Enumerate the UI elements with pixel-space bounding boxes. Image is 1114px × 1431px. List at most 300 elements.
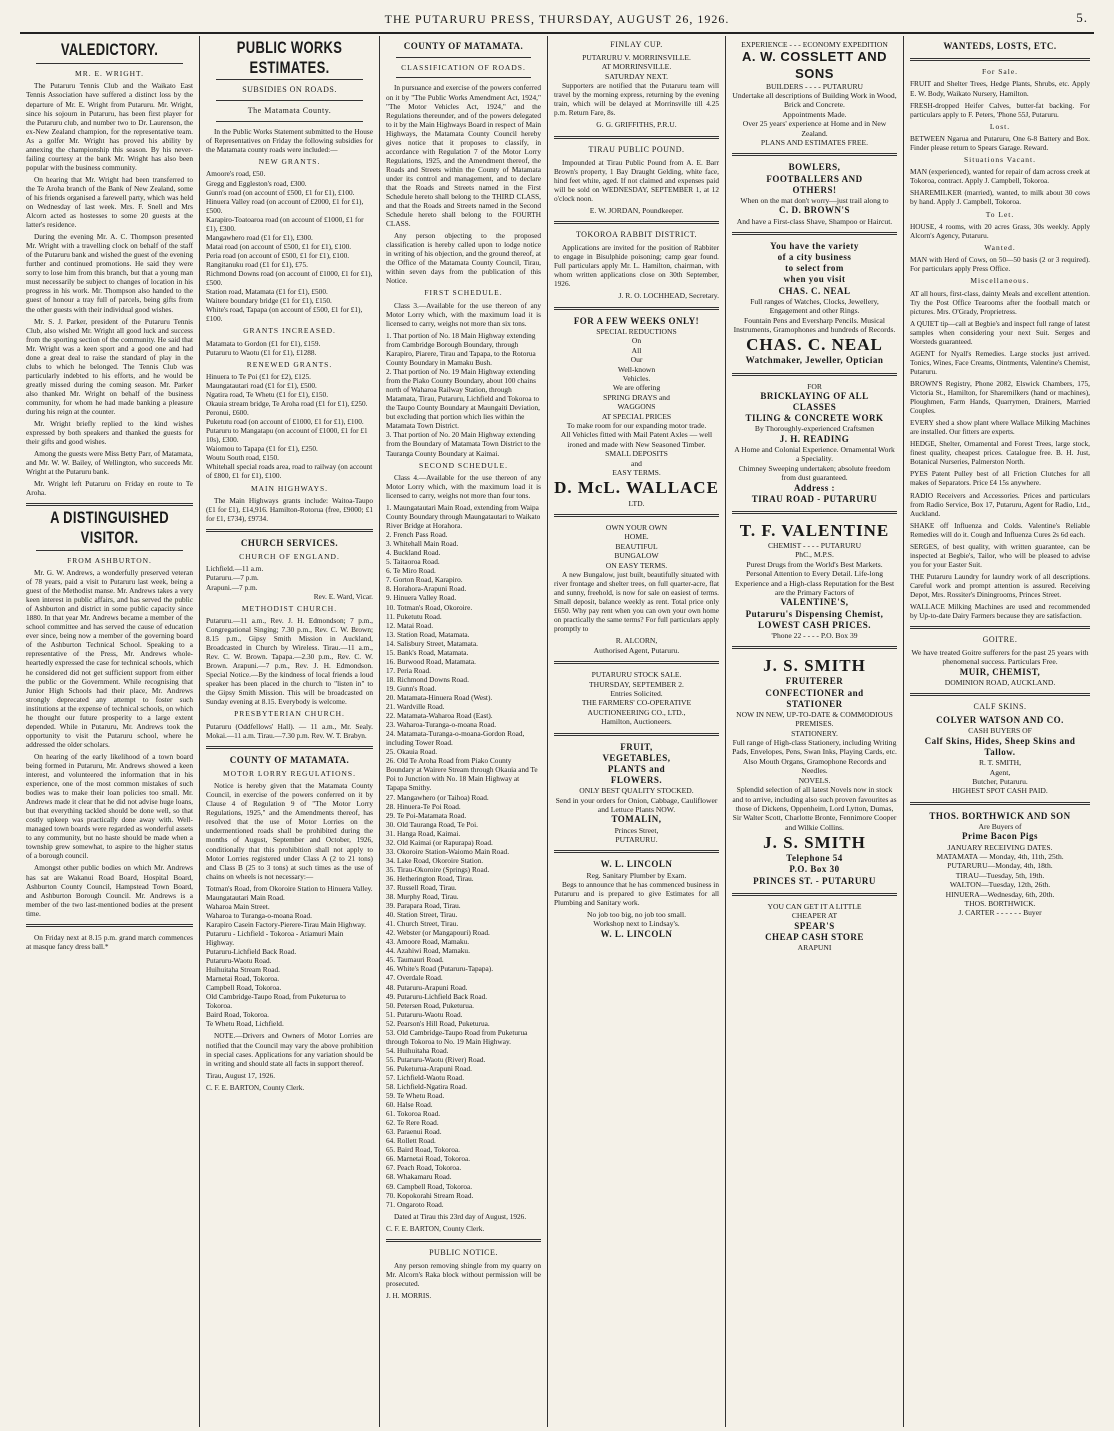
classification-heading: COUNTY OF MATAMATA.: [403, 41, 524, 51]
pound-ad: [554, 145, 719, 216]
second-schedule-list: [386, 503, 541, 1209]
ad-line: Purest Drugs from the World's Best Markets.: [746, 559, 883, 569]
divider: [732, 232, 897, 235]
road-item: Putaruru-Lichfield Back Road.: [206, 947, 297, 957]
ad-line: Workshop next to Lindsay's.: [593, 919, 680, 929]
notice-signature: C. F. E. BARTON, County Clerk.: [206, 1082, 305, 1092]
article-paragraph: Amongst other public bodies on which Mr. Andrews has sat are Wakanui Road Board, Hospital Board, Ashburton County Council, Hampstead Town Board, and Ashburton Borough Council. Mr. Andrews is a member of the two last-mentioned bodies at the present time.: [26, 863, 193, 918]
smith-name: J. S. SMITH: [763, 656, 866, 676]
ad-line: BEAUTIFUL: [615, 541, 658, 551]
divider: [910, 802, 1090, 805]
road-item: 27. Mangawhero (or Taihoa) Road.: [386, 792, 489, 802]
grant-item: Okauia stream bridge, Te Aroha road (£1 for £1), £250.: [206, 399, 368, 409]
road-item: 35. Tirau-Okoroire (Springs) Road.: [386, 864, 490, 874]
ad-line: FOR A FEW WEEKS ONLY!: [573, 315, 700, 326]
road-item: 69. Campbell Road, Tokoroa.: [386, 1181, 473, 1191]
road-item: Waharoa Main Street.: [206, 901, 270, 911]
spear-ad: [732, 902, 897, 953]
ad-line: BRICKLAYING OF ALL: [760, 390, 869, 401]
visitor-subheading: FROM ASHBURTON.: [67, 555, 152, 565]
visitor-heading: A DISTINGUISHED VISITOR.: [50, 508, 169, 548]
article-paragraph: On Friday next at 8.15 p.m. grand march commences at masque fancy dress ball.*: [26, 932, 193, 951]
neal-ad: [732, 241, 897, 367]
ad-line: All Vehicles fitted with Mail Patent Axles — well ironed and made with New Seasoned Timber.: [560, 430, 713, 449]
ad-line: PUTARURU.: [615, 834, 658, 844]
article-paragraph: Mr. G. W. Andrews, a wonderfully preserved veteran of 78 years, paid a visit to Putaruru last week, being a guest of the Methodist manse. Mr. Andrews takes a very keen interest in public affairs, and has served the public of Ashburton and district in some public capacity since 1880. In that year Mr. Andrews became a member of the school committee and has served the cause of education ever since, being now a member of the governing board of the Ashburton Technical School. Speaking to a representative of the Press, Mr. Andrews whole-heartedly expressed the case for technical schools, which he considered did not get sufficient support from either the public or the Government. While recognising that Junior High Schools had their place, Mr. Andrews strongly deprecated any attempt to foster such institutions at the expense of technical schools, on which he thought our future prosperity to a large extent depended. While in Putaruru, Mr. Andrews took the opportunity to visit the Putaruru school, where he addressed the older scholars.: [26, 567, 193, 749]
section-heading: Lost.: [989, 121, 1011, 131]
road-item: 19. Gunn's Road.: [386, 683, 437, 693]
ad-line: VEGETABLES,: [602, 752, 671, 763]
estimates-subheading: SUBSIDIES ON ROADS.: [242, 85, 337, 95]
ad-line: NOVELS.: [798, 775, 831, 785]
classified-item: RADIO Receivers and Accessories. Prices and particulars from Radio Service, Box 17, Putaruru, Agent for Radio, Ltd., Auckland.: [910, 490, 1090, 518]
ad-signature: J. R. O. LOCHHEAD, Secretary.: [618, 291, 719, 301]
classifieds-heading: WANTEDS, LOSTS, ETC.: [943, 41, 1057, 51]
ad-text: A new Bungalow, just built, beautifully situated with river frontage and shelter trees, on full quarter-acre, flat and sunny, freehold, is now for sale on easiest of terms. Small deposit, balance weekly as rent. Total price only £650. Why pay rent when you can own your own home on practically the same terms? For full particulars apply promptly to: [554, 569, 719, 634]
road-item: Baird Road, Tokoroa.: [206, 1010, 269, 1020]
road-item: 47. Overdale Road.: [386, 973, 443, 983]
ad-line: TIRAU—Tuesday, 5th, 19th.: [955, 870, 1045, 880]
article-paragraph: On hearing of the early likelihood of a town board being formed in Putaruru, Mr. Andrews showed a keen interest, and volunteered the information that in his experience, one of the most common mistakes of such bodies was to make their loan policies too small. Mr. Andrews made it clear that he did not advise huge loans, but that everything tackled should be done well, so that costly upkeep was practically done away with. Well-managed town boards were regarded as wonderful assets to any community, but no haste should be made when a township grew somewhat, to aspire to the higher status of a borough council.: [26, 751, 193, 861]
section-heading: SECOND SCHEDULE.: [419, 460, 508, 470]
article-paragraph: Putaruru.—11 a.m., Rev. J. H. Edmondson; 7 p.m., Congregational Singing; 7.30 p.m., Rev. C. W. Brown; 8.15 p.m., Gipsy Smith Mission in Auckland, Broadcasted in Church by Wireless. Tirau.—11 a.m., Rev. C. W. Brown. Tapapa.—2.30 p.m., Rev. C. W. Brown. Arapuni.—7 p.m., Rev. J. H. Edmondson. Special Notice.—By the kindness of local friends a loud speaker has been placed in the church to "listen in" to the Gipsy Smith Mission. This will be broadcasted on Sunday evening at 8.15. Everybody is welcome.: [206, 615, 373, 707]
road-item: 29. Te Poi-Matamata Road.: [386, 810, 467, 820]
road-item: 39. Parapara Road, Tirau.: [386, 901, 461, 911]
section-heading: NEW GRANTS.: [258, 157, 321, 167]
classified-item: BROWN'S Registry, Phone 2082, Elswick Chambers, 175, Victoria St., Hamilton, for Sharemilkers (hand or machines), Ploughmen, Farm Hands, Quarrymen, Drainers, Married Couples.: [910, 379, 1090, 416]
ad-line: SPECIAL REDUCTIONS: [596, 326, 677, 336]
ad-line: TIRAU ROAD - PUTARURU: [751, 493, 878, 504]
grant-item: Matai road (on account of £500, £1 for £1), £100.: [206, 241, 352, 251]
road-item: Putaruru - Lichfield - Tokoroa - Atiamuri Main Highway.: [206, 928, 344, 947]
road-item: Te Whetu Road, Lichfield.: [206, 1019, 284, 1029]
divider: [910, 626, 1090, 629]
classified-item: BETWEEN Ngarua and Putaruru, One 6-8 Battery and Box. Finder please return to Spears Garage. Reward.: [910, 133, 1090, 152]
grant-item: Ngatira road, Te Whetu (£1 for £1), £150.: [206, 390, 329, 400]
estimates-county: The Matamata County.: [247, 106, 332, 116]
grant-item: Gunn's road (on account of £500, £1 for £1), £100.: [206, 187, 355, 197]
road-item: 65. Baird Road, Tokoroa.: [386, 1145, 460, 1155]
road-item: 70. Kopokorahi Stream Road.: [386, 1190, 474, 1200]
column-5: [726, 36, 904, 1427]
ad-line: EXPERIENCE - - - ECONOMY EXPEDITION: [741, 40, 888, 49]
masthead-title: THE PUTARURU PRESS, THURSDAY, AUGUST 26, 1926.: [384, 12, 730, 26]
ad-signature: E. W. JORDAN, Poundkeeper.: [589, 205, 684, 215]
road-item: 30. Old Tauranga Road, Te Poi.: [386, 819, 478, 829]
article-paragraph: Any person objecting to the proposed classification is hereby called upon to lodge notice in writing of his objection, and the ground thereof, at the Office of the Matamata County Council, Tirau, within seven days from the publication of this Notice.: [386, 231, 541, 286]
ad-line: FOOTBALLERS AND: [766, 173, 863, 184]
grant-item: Maungatautari road (£1 for £1), £500.: [206, 381, 317, 390]
divider: [206, 746, 373, 749]
smith-name-2: J. S. SMITH: [763, 833, 866, 853]
ad-line: SPEAR'S: [794, 920, 835, 931]
ad-line: TILING & CONCRETE WORK: [745, 413, 884, 424]
ad-line: Putaruru's Dispensing Chemist,: [745, 608, 884, 619]
article-paragraph: Notice is hereby given that the Matamata County Council, in exercise of the powers conferred on it by Clause 4 of Regulation 9 of "The Motor Lorry Regulations, 1925," and the Amendments thereof, has resolved that the use of Motor Lorries on the undermentioned roads shall be prohibited during the months of August, September and October, 1926, conditionally that this prohibition shall not apply to Motor Lorries registered under Class A (2 to 21 tons) and Class B (25 to 3 tons) at such times as the use of chains on wheels is not necessary:—: [206, 781, 373, 881]
road-item: 37. Russell Road, Tirau.: [386, 882, 457, 892]
ad-line: SMALL DEPOSITS: [605, 449, 668, 459]
road-item: 42. Webster (or Mangapouri) Road.: [386, 928, 490, 938]
finlay-cup-ad: [554, 40, 719, 130]
road-item: 48. Putaruru-Arapuni Road.: [386, 982, 468, 992]
divider: [216, 79, 363, 80]
section-heading: PRESBYTERIAN CHURCH.: [234, 709, 345, 719]
road-item: Putaruru-Waotu Road.: [206, 956, 272, 966]
ad-line: Prime Bacon Pigs: [962, 831, 1038, 842]
road-item: 2. French Pass Road.: [386, 530, 448, 540]
classified-item: AT all hours, first-class, dainty Meals and excellent attention. Try the Post Office Tearooms after the football match or pictures. Mrs. O'Grady, Proprietress.: [910, 288, 1090, 316]
ad-line: of a city business: [777, 252, 852, 263]
road-item: 63. Paraenui Road.: [386, 1127, 442, 1137]
divider: [732, 893, 897, 896]
valentine-ad: [732, 520, 897, 640]
ad-line: when you visit: [783, 274, 846, 285]
ad-line: NOW IN NEW, UP-TO-DATE & COMMODIOUS PREMISES.: [736, 709, 893, 729]
ad-text: Applications are invited for the position of Rabbiter to engage in Bisulphide poisoning; camp gear found. Full particulars apply Mr. L. Hamilton, chairman, with whom written applications close on 30th September, 1926.: [554, 243, 719, 289]
ad-line: THURSDAY, SEPTEMBER 2.: [589, 679, 684, 689]
ad-line: PhC., M.P.S.: [795, 550, 834, 560]
page-number: 5.: [1076, 10, 1088, 25]
grant-item: Karapiro-Toatoaroa road (on account of £1000, £1 for £1), £300.: [206, 214, 364, 233]
divider: [36, 550, 183, 551]
road-item: Karapiro Casein Factory-Pierere-Tirau Main Highway.: [206, 919, 366, 929]
road-item: 71. Ongaroto Road.: [386, 1199, 444, 1209]
ad-line: Fountain Pens and Eversharp Pencils. Musical Instruments, Gramophones and hundreds of Records.: [733, 315, 896, 334]
ad-line: YOU CAN GET IT A LITTLE: [767, 901, 862, 911]
classified-item: THE Putaruru Laundry for laundry work of all descriptions. Careful work and prompt attention is assured. Receiving Depot, Mrs. Rossiter's Diningrooms, Princes Street.: [910, 571, 1090, 599]
ad-line: VALENTINE'S,: [780, 597, 849, 608]
ad-line: Undertake all descriptions of Building Work in Wood, Brick and Concrete.: [732, 91, 897, 110]
road-item: 55. Putaruru-Waotu (River) Road.: [386, 1054, 486, 1064]
ad-line: FRUITERER: [785, 676, 844, 687]
service-item: Putaruru.—7 p.m.: [206, 573, 259, 583]
ad-line: Well-known: [617, 364, 656, 374]
ad-line: Princes Street,: [614, 825, 659, 835]
road-item: 33. Okoroire Station-Waiomo Main Road.: [386, 846, 510, 856]
section-heading: MAIN HIGHWAYS.: [250, 483, 329, 493]
road-item: 18. Richmond Downs Road.: [386, 674, 469, 684]
classified-item: SHAKE off Influenza and Colds. Valentine's Reliable Remedies will do it. Cough and Influenza Cures 2s 6d each.: [910, 520, 1090, 539]
road-item: 25. Okauia Road.: [386, 747, 438, 757]
ad-line: Hamilton, Auctioneers.: [601, 717, 672, 727]
notice-signature: C. F. E. BARTON, County Clerk.: [386, 1223, 485, 1233]
ad-line: FLOWERS.: [610, 775, 663, 786]
classified-item: AGENT for Nyall's Remedies. Large stocks just arrived. Tonics, Wines, Face Creams, Ointments, Valentine's Chemist, Putaruru.: [910, 348, 1091, 376]
ad-line: 'Phone 22 - - - - P.O. Box 39: [771, 630, 858, 640]
ad-signature: Authorised Agent, Putaruru.: [593, 645, 680, 655]
road-item: 15. Bank's Road, Matamata.: [386, 647, 469, 657]
ad-text: Impounded at Tirau Public Pound from A. E. Barr Brown's property, 1 Bay Draught Gelding, white face, hind feet white, aged. If not claimed and expenses paid will be sold on WEDNESDAY, SEPTEMBER 1, at 12 o'clock noon.: [554, 157, 719, 203]
road-item: Marnetai Road, Tokoroa.: [206, 974, 280, 984]
divider: [732, 511, 897, 514]
road-item: 40. Station Street, Tirau.: [386, 910, 458, 920]
ad-line: Splendid selection of all latest Novels now in stock and to arrive, including also such proven favourites as those of Dickens, Oppenheim, Lord Lytton, Dumas, Sir Walter Scott, Charlotte Bronte, Fennimore Cooper and Wilkie Collins.: [732, 785, 897, 832]
road-item: 45. Taumauri Road.: [386, 955, 444, 965]
divider: [554, 661, 719, 664]
article-paragraph: Any person removing shingle from my quarry on Mr. Alcorn's Raka block without permission will be prosecuted.: [386, 1260, 541, 1288]
classified-item: FRUIT and Shelter Trees, Hedge Plants, Shrubs, etc. Apply E. W. Body, Waikato Nursery, Hamilton.: [910, 79, 1090, 98]
article-paragraph: During the evening Mr. A. C. Thompson presented Mr. Wright with a travelling clock on behalf of the staff of the Putaruru bank and wished the guest of the evening further and continued promotions. He said they were sorry to lose him from this branch, but that a young man must necessarily be subject to changes of location in his progress in his work. Mr. Thompson also handed to the guest of honour a tray full of parcels, being gifts from the other guests with their individual good wishes.: [26, 232, 193, 314]
grant-item: Mangawhero road (£1 for £1), £300.: [206, 232, 313, 242]
article-paragraph: NOTE.—Drivers and Owners of Motor Lorries are notified that the Council may vary the above prohibition in special cases. Applications for any variation should be in writing and should state all facts in support thereof.: [206, 1031, 373, 1068]
article-paragraph: Mr. Wright left Putaruru on Friday en route to Te Aroha.: [26, 479, 193, 498]
ad-text: Begs to announce that he has commenced business in Putaruru and is prepared to give Estimates for all Plumbing and Sanitary work.: [554, 879, 719, 908]
ad-line: C. D. BROWN'S: [778, 205, 850, 216]
ad-line: FRUIT,: [620, 741, 653, 752]
classified-item: PYES Patent Pulley best of all Friction Clutches for all makes of Separators. Price £4 15s anywhere.: [910, 469, 1090, 488]
road-item: 21. Wardville Road.: [386, 702, 445, 712]
divider: [396, 77, 531, 78]
road-item: Old Cambridge-Taupo Road, from Puketurua to Tokoroa.: [206, 992, 346, 1011]
valedictory-subheading: MR. E. WRIGHT.: [75, 69, 144, 79]
divider: [732, 373, 897, 376]
ad-heading: GOITRE.: [982, 635, 1018, 645]
ad-heading: TIRAU PUBLIC POUND.: [588, 144, 685, 154]
ad-line: We have treated Goitre sufferers for the past 25 years with phenomenal success. Particulars Free.: [911, 648, 1089, 667]
ad-line: AT MORRINSVILLE.: [601, 62, 672, 72]
road-item: 49. Putaruru-Lichfield Back Road.: [386, 991, 488, 1001]
section-heading: For Sale.: [981, 67, 1019, 77]
article-paragraph: Putaruru (Oddfellows' Hall). — 11 a.m., Mr. Sealy. Mokai.—11 a.m. Tirau.—7.30 p.m. Rev. W. T. Brabyn.: [206, 721, 373, 740]
road-item: 44. Azahiwi Road, Mamaku.: [386, 946, 470, 956]
section-heading: CLASSIFICATION OF ROADS.: [401, 63, 526, 73]
road-item: 2. That portion of No. 19 Main Highway extending from the Piako County Boundary, about 100 chains north of Waharoa Railway Station, through Matamata, Tirau, Putaruru, Lichfield and Tokoroa to the Taupo County Boundary at Maungaiti Deviation, but excluding that portion which lies within the Matamata Town District.: [386, 367, 540, 431]
road-item: Totman's Road, from Okoroire Station to Hinuera Valley.: [206, 883, 373, 893]
ad-line: LTD.: [628, 498, 645, 508]
ad-line: COLYER WATSON AND CO.: [936, 715, 1064, 726]
divider: [396, 57, 531, 58]
road-item: 1. That portion of No. 18 Main Highway extending from Cambridge Borough Boundary, through Karapiro, Piarere, Tirau and Tapapa, to the Rotorua County Boundary in Mamaku Bush.: [386, 330, 536, 368]
classified-item: SERGES, of best quality, with written guarantee, can be inspected at Begbie's, Tailor, who will be pleased to advise you for your Easter Suit.: [910, 541, 1090, 569]
road-item: 36. Hetherington Road, Tirau.: [386, 873, 474, 883]
road-item: 56. Puketurua-Arapuni Road.: [386, 1063, 472, 1073]
classified-item: WALLACE Milking Machines are used and recommended by Up-to-date Dairy Farmers because they are satisfaction.: [910, 602, 1090, 621]
divider: [216, 121, 363, 122]
road-item: 67. Peach Road, Tokoroa.: [386, 1163, 462, 1173]
ad-line: J. CARTER - - - - - - Buyer: [958, 908, 1042, 918]
ad-heading: TOKOROA RABBIT DISTRICT.: [575, 230, 698, 240]
road-item: 34. Lake Road, Okoroire Station.: [386, 855, 484, 865]
ad-line: FOR: [807, 381, 822, 391]
ad-line: THE FARMERS' CO-OPERATIVE AUCTIONEERING CO., LTD.,: [581, 698, 692, 717]
grant-item: Rangitanuku road (£1 for £1), £75.: [206, 259, 308, 269]
classified-item: HOUSE, 4 rooms, with 20 acres Grass, 30s weekly. Apply Alcorn's Agency, Putaruru.: [910, 221, 1090, 240]
ad-line: CHEMIST - - - - PUTARURU: [767, 541, 862, 550]
grant-item: Peria road (on account of £500, £1 for £1), £100.: [206, 250, 350, 260]
road-item: 68. Whakamaru Road.: [386, 1172, 452, 1182]
ad-line: STATIONERY.: [791, 728, 838, 738]
ad-line: Over 25 years' experience at Home and in New Zealand.: [742, 119, 887, 138]
road-item: Maungatautari Main Road.: [206, 892, 285, 902]
road-item: 23. Waharoa-Turanga-o-moana Road.: [386, 720, 497, 730]
ad-line: PUTARURU STOCK SALE.: [591, 670, 682, 680]
notice-signature: J. H. MORRIS.: [386, 1290, 432, 1300]
classified-item: EVERY shed a show plant where Wallace Milking Machines are installed. Our fitters are experts.: [910, 418, 1090, 437]
road-item: 60. Halse Road.: [386, 1100, 433, 1110]
article-paragraph: The Main Highways grants include: Waitoa-Taupo (£1 for £1), £14,916. Hamilton-Rotorua (free, £9000; £1 for £1, £734), £9734.: [206, 495, 373, 523]
borthwick-ad: [910, 811, 1090, 918]
ad-line: ARAPUNI: [797, 942, 832, 952]
notice-date: Tirau, August 17, 1926.: [206, 1070, 276, 1080]
ad-line: CASH BUYERS OF: [968, 726, 1032, 736]
ad-line: Address :: [793, 482, 836, 493]
article-paragraph: The Putaruru Tennis Club and the Waikato East Tennis Association have suffered a distinct loss by the departure of Mr. E. Wright from Putaruru. Mr. Wright, since his sojourn in Putaruru, has been first player for the Putaruru club, and number two to Dr. Laurenson, the ex-New Zealand champion, for the representative team. As a golfer Mr. Wright has proved his ability by annexing the championship this season. By his never-failing courtesy at the bank Mr. Wright has also been popular with the business community.: [26, 81, 193, 172]
ad-line: All: [631, 345, 642, 355]
ad-line: OTHERS!: [792, 184, 837, 195]
road-item: 10. Totman's Road, Okoroire.: [386, 602, 473, 612]
ad-line: Entries Solicited.: [610, 688, 663, 698]
road-item: 46. White's Road (Putaruru-Tapapa).: [386, 964, 494, 974]
ad-line: To make room for our expanding motor trade.: [566, 421, 707, 431]
ad-heading: FINLAY CUP.: [610, 40, 663, 49]
divider: [732, 646, 897, 649]
ad-line: JANUARY RECEIVING DATES.: [947, 842, 1053, 852]
grant-item: Putaruru to Mangatapu (on account of £1000, £1 for £1 10s), £300.: [206, 426, 368, 445]
wallace-name: D. McL. WALLACE: [554, 478, 719, 498]
divider: [554, 733, 719, 736]
ad-line: DOMINION ROAD, AUCKLAND.: [944, 678, 1056, 688]
ad-signature: G. G. GRIFFITHS, P.R.U.: [596, 120, 677, 130]
ad-line: When on the mat don't worry—just trail along to: [740, 195, 889, 205]
ad-line: CLASSES: [792, 402, 837, 413]
road-item: 41. Church Street, Tirau.: [386, 919, 459, 929]
article-paragraph: Mr. Wright briefly replied to the kind wishes expressed by both speakers and thanked the guests for their gifts and good wishes.: [26, 419, 193, 447]
road-item: Campbell Road, Tokoroa.: [206, 983, 282, 993]
ad-line: Telephone 54: [786, 853, 843, 864]
section-heading: To Let.: [985, 209, 1015, 219]
ad-line: and: [631, 458, 642, 468]
ad-line: Reg. Sanitary Plumber by Exam.: [586, 870, 687, 880]
divider: [36, 63, 183, 64]
road-item: 64. Rollett Road.: [386, 1136, 436, 1146]
road-item: 11. Puketutu Road.: [386, 611, 442, 621]
ad-line: A Home and Colonial Experience. Ornamental Work a Speciality.: [734, 444, 895, 464]
road-item: 57. Lichfield-Waotu Road.: [386, 1072, 465, 1082]
stock-sale-ad: [554, 670, 719, 726]
grant-item: Hinuera to Te Poi (£1 for £2), £125.: [206, 371, 311, 381]
smith-ad: [732, 655, 897, 886]
ad-line: R. T. SMITH,: [978, 758, 1022, 768]
ad-text: Supporters are notified that the Putaruru team will travel by the morning express, returning by the evening train, which will be delayed at Morrinsville till 4.25 p.m. Return Fare, 8s.: [554, 81, 719, 118]
divider: [554, 221, 719, 224]
section-heading: Wanted.: [984, 242, 1016, 252]
road-item: 3. That portion of No. 20 Main Highway extending from the Boundary of Matamata Town District to the Tauranga County Boundary at Kaimai.: [386, 430, 541, 458]
service-item: Arapuni.—7 p.m.: [206, 582, 258, 592]
ad-heading: CALF SKINS.: [973, 702, 1027, 712]
road-item: Waharoa to Turanga-o-moana Road.: [206, 910, 313, 920]
column-4: [548, 36, 726, 1427]
ad-line: WALTON—Tuesday, 12th, 26th.: [949, 880, 1051, 890]
divider: [910, 693, 1090, 696]
section-heading: Situations Vacant.: [963, 155, 1037, 165]
divider: [26, 924, 193, 927]
road-item: 38. Murphy Road, Tirau.: [386, 892, 459, 902]
ad-line: Full range of High-class Stationery, including Writing Pads, Envelopes, Pens, Swan Inks, Playing Cards, etc.: [732, 738, 897, 757]
public-notice-heading: PUBLIC NOTICE.: [429, 1247, 498, 1257]
road-item: 13. Station Road, Matamata.: [386, 629, 470, 639]
section-heading: METHODIST CHURCH.: [241, 603, 338, 613]
grant-item: Woutu South road, £150.: [206, 453, 279, 463]
ad-line: No job too big, no job too small.: [587, 910, 686, 920]
road-item: 6. Te Miro Road.: [386, 566, 436, 576]
grant-item: Station road, Matamata (£1 for £1), £500.: [206, 287, 328, 297]
ad-line: MUIR, CHEMIST,: [959, 666, 1041, 677]
road-item: 43. Amoore Road, Mamaku.: [386, 937, 470, 947]
notice-date: Dated at Tirau this 23rd day of August, 1926.: [394, 1211, 527, 1221]
ad-line: Full ranges of Watches, Clocks, Jewellery, Engagement and other Rings.: [750, 296, 879, 316]
ad-line: BOWLERS,: [788, 162, 841, 173]
road-item: 31. Hanga Road, Kaimai.: [386, 828, 461, 838]
grant-item: White's road, Tapapa (on account of £500, £1 for £1), £100.: [206, 305, 363, 324]
road-item: 50. Petersen Road, Puketurua.: [386, 1000, 474, 1010]
divider: [554, 850, 719, 853]
road-item: 62. Te Rere Road.: [386, 1118, 439, 1128]
rabbit-ad: [554, 230, 719, 301]
goitre-ad: [910, 635, 1090, 687]
cosslett-name: A. W. COSSLETT AND SONS: [741, 49, 888, 81]
fruit-ad: [554, 742, 719, 845]
road-item: 66. Marnetai Road, Tokoroa.: [386, 1154, 471, 1164]
ad-line: STATIONER: [786, 698, 843, 709]
article-paragraph: Among the guests were Miss Betty Parr, of Matamata, and Mr. W. W. Bailey, of Wellington, who succeeds Mr. Wright at the Putaruru bank.: [26, 449, 193, 477]
ad-line: We are offering: [612, 383, 661, 393]
ad-line: THOS. BORTHWICK.: [964, 898, 1036, 908]
ad-line: MATAMATA — Monday, 4th, 11th, 25th.: [936, 851, 1064, 861]
road-item: 20. Matamata-Hinuera Road (West).: [386, 693, 493, 702]
cosslett-ad: [732, 40, 897, 147]
ad-line: SATURDAY NEXT.: [604, 71, 668, 81]
article-paragraph: Mr. S. J. Parker, president of the Putaruru Tennis Club, also wished Mr. Wright all good luck and success from the sporting section of the community. He said that Mr. Wright was a keen sport and a good one and had done a great deal to raise the standard of play in the clubs to which he belonged. The Tennis Club was particularly indebted to his efforts, and he would be greatly missed during the coming season. Mr. Parker also thanked Mr. Wright on behalf of the business community, for whom he had made banking a pleasure during his reign at the counter.: [26, 316, 193, 417]
road-item: 61. Tokoroa Road.: [386, 1109, 441, 1119]
ad-line: P.O. Box 30: [789, 864, 840, 875]
ad-line: Calf Skins, Hides, Sheep Skins and Tallow.: [924, 735, 1076, 758]
ad-line: Butcher, Putaruru.: [972, 777, 1028, 787]
divider: [386, 1239, 541, 1242]
road-item: 16. Burwood Road, Matamata.: [386, 656, 476, 666]
ad-line: PRINCES ST. - PUTARURU: [753, 875, 876, 886]
divider: [554, 307, 719, 310]
ad-line: CONFECTIONER and: [765, 687, 864, 698]
grant-item: Amoore's road, £50.: [206, 169, 266, 179]
lincoln-ad: [554, 859, 719, 940]
road-item: 17. Peria Road.: [386, 665, 431, 675]
ad-line: Are Buyers of: [978, 821, 1022, 831]
ad-line: LOWEST CASH PRICES.: [757, 619, 872, 630]
road-item: 59. Te Whetu Road.: [386, 1091, 445, 1101]
ad-line: HOME.: [624, 532, 649, 542]
grant-item: Whitehall special roads area, road to railway (on account of £800, £1 for £1), £100.: [206, 462, 373, 481]
service-item: Rev. E. Ward, Vicar.: [313, 591, 373, 601]
ad-line: Appointments Made.: [782, 109, 847, 119]
road-item: 22. Matamata-Waharoa Road (East).: [386, 711, 493, 721]
grant-item: Hinuera Valley road (on account of £2000, £1 for £1), £500.: [206, 196, 364, 215]
section-heading: RENEWED GRANTS.: [246, 359, 333, 369]
ad-line: You have the variety: [770, 240, 859, 251]
grant-item: Puketutu road (on account of £1000, £1 for £1), £100.: [206, 417, 364, 427]
column-2: [200, 36, 380, 1427]
ad-signature: R. ALCORN,: [615, 636, 658, 646]
ad-line: BUILDERS - - - - PUTARURU: [765, 81, 864, 91]
road-item: 3. Whitehall Main Road.: [386, 539, 459, 549]
article-paragraph: On hearing that Mr. Wright had been transferred to the Te Aroha branch of the Bank of New Zealand, some of his friends organised a farewell party, which was held on Wednesday of last week. Mrs. F. Snell and Mrs Alcorn acted as hostesses to some 20 guests at the latter's residence.: [26, 174, 193, 230]
classified-item: MAN with Herd of Cows, on 50—50 basis (2 or 3 required). For particulars apply Press Office.: [910, 255, 1090, 274]
road-item: 53. Old Cambridge-Taupo Road from Puketurua through Tokoroa to No. 19 Main Highway.: [386, 1027, 528, 1046]
ad-line: And have a First-class Shave, Shampoo or Haircut.: [736, 216, 893, 226]
road-item: 51. Putaruru-Waotu Road.: [386, 1009, 463, 1019]
road-item: 28. Hinuera-Te Poi Road.: [386, 801, 461, 811]
road-item: 8. Horahora-Arapuni Road.: [386, 584, 467, 594]
section-heading: FIRST SCHEDULE.: [424, 288, 503, 298]
